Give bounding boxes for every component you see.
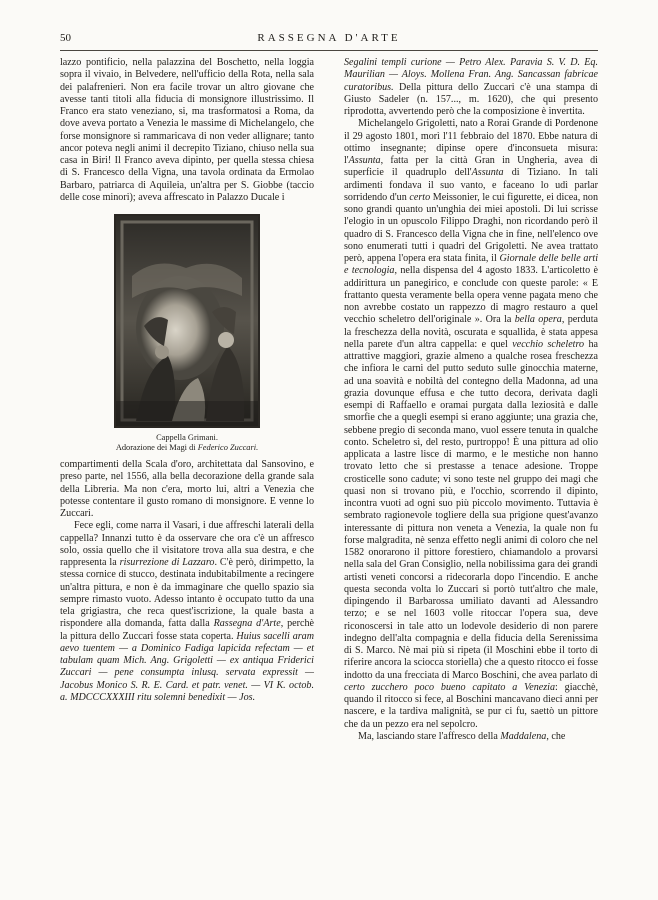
left-column — [60, 57, 314, 704]
left-paragraph-3: Fece egli, come narra il Vasari, i due affreschi laterali della cappella? Innanzi tutto è da osservare che ora c'è un affresco solo, ossia quello che il visitatore trova alla sua destra, e che rappresenta la risurrezione di Lazzaro. C'è però, dirimpetto, la stessa cornice di stucco, destinata indubitabilmente a recingere un'altra pittura, e non è da immaginare che quello spazio sia sempre rimasto vuoto. Adesso intanto è occupato tutto da una tela grigiastra, che reca quest'iscrizione, la quale basta a rispondere alla domanda, fatta dalla Rassegna d'Arte, perchè la pittura dello Zuccari fosse stata coperta. Huius sacelli aram aevo tuentem — a Dominico Fadiga lapicida refectam — et tabulam quam Mich. Ang. Grigoletti — ex antiqua Friderici Zuccari — pene consumpta inlusq. servata expressit — Jacobus Monico S. R. E. Card. et patr. venet. — VI K. octob. a. MDCCCXXXIII ritu solemni benedixit — Jos. — [60, 520, 315, 703]
right-paragraph-1: Segalini templi curione — Petro Alex. Paravia S. V. D. Eq. Maurilian — Aloys. Mollena Fran. Ang. Sancassan fabricae curatoribus. Della pittura dello Zuccari c'è una stampa di Giusto Sadeler (n. 157..., m. 1620), che qui presento riprodotta, avvertendo però che la composizione è invertita. — [344, 57, 598, 117]
painting-adoration-of-magi — [114, 214, 260, 428]
right-paragraph-2: Michelangelo Grigoletti, nato a Rorai Grande di Pordenone il 29 agosto 1801, morì l'11 febbraio del 1870. Ebbe natura di ottimo insegnante; dipinse opere d'inconsueta misura: l'Assunta, fatta per la città Gran in Ungheria, avea di superficie il quadruplo dell'Assunta di Tiziano. In tali ardimenti fondava il suo vanto, e faceano lo udì parlar sorridendo d'un certo Meissonier, le cui figurette, ei dicea, non sono grandi quanto un'unghia dei miei apostoli. Di lui scrisse l'elogio in un opuscolo Filippo Draghi, non ricordando però il quadro di S. Francesco della Vigna che in fine, nell'elenco ove sono enumerati tutti i quadri del Grigoletti. Ne avea trattato però, appena l'opera era stata finita, il Giornale delle belle arti e tecnologia, nella dispensa del 4 agosto 1833. L'articoletto è addirittura un panegirico, e conclude con queste parole: « E frattanto questa veramente bella opera venne pagata meno che non avrebbe costato un rappezzo di magro restauro a quel vecchio scheletro dell'originale ». Ora la bella opera, perduta la freschezza della novità, oscurata e squallida, è stata appesa nella parete d'un altra cappella: e quel vecchio scheletro ha attrattive maggiori, grazie almeno a qualche rosea freschezza che infiora le carni del putto seduto sulle ginocchia materne, ad una soavità e nobiltà del contegno della Madonna, ad una grazia dovunque effusa e che tutto decora, derivata dagli esempi di Raffaello e oramai purgata dalla leziosità e dalle smorfie che a quegli esempi si erano aggiunte; una grazia che, sebbene pregio di seconda mano, vuol essere tenuta in qualche conto. Scheletro sì, del resto, purtroppo! È una pittura ad olio applicata a lastre lisce di marmo, e le mestiche non hanno trovato letto che si prestasse a tenace adesione. Troppe crosticelle sono cadute; vi sono teste nel gruppo dei magi che quasi non si trovano più, e l'occhio, scorrendo il dipinto, incontra vuoti ad ogni suo più piccolo movimento. Tuttavia è sembrato ragionevole togliere della sua prigione quest'avanzo interessante di pittura non veneta a Venezia, la quale non fu forse malgradita, nè senza effetto negli animi di coloro che nel 1582 onorarono il pittore forestiero, chiamandolo a provarsi nella sala del Gran Consiglio, nella nobilissima gara dei grandi artisti veneti concorsi a ridecorarla dopo l'incendio. E anche questa seconda volta lo Zuccari si portò tutt'altro che male, dipingendo il Barbarossa umiliato davanti ad Alessandro terzo; e se nel 1603 volle ritoccar l'opera sua, deve riconoscersi in tale atto un lodevole desiderio di non parere indegno dell'alta compagnia e della fiducia della Serenissima di S. Marco. Nè mai più si ripeta (il Moschini ebbe il torto di riferire ancora la sciocca storiella) che a questo ritocco ei fosse indotto da una frecciata di Marco Boschini, che avea parlato di certo zucchero poco bueno capitato a Venezia: giacchè, quando il ritocco si fece, al Boschini mancavano dieci anni per nascere, e la tardiva malignità, se pur ci fu, saettò un pittore che da un pezzo era nel sepolcro. — [344, 118, 599, 730]
figure — [114, 214, 260, 453]
page-number: 50 — [60, 32, 71, 44]
left-paragraph-2: compartimenti della Scala d'oro, architettata dal Sansovino, e preso parte, nel 1556, alla bella decorazione della grande sala della Libreria. Ma non c'era, morto lui, altri a Venezia che potesse contentare il gusto romano di monsignore. E venne lo Zuccari. — [60, 459, 314, 519]
painting-image — [116, 216, 258, 426]
running-title: RASSEGNA D'ARTE — [257, 32, 401, 44]
page-header — [60, 32, 598, 48]
right-column — [344, 57, 598, 743]
caption-line-2: Adorazione dei Magi di Federico Zuccari. — [115, 443, 259, 452]
figure-caption — [114, 433, 260, 453]
right-paragraph-3: Ma, lasciando stare l'affresco della Maddalena, che — [358, 730, 566, 742]
caption-line-1: Cappella Grimani. — [156, 433, 218, 442]
left-paragraph-1: lazzo pontificio, nella palazzina del Boschetto, nella loggia sopra il vivaio, in Belvedere, nell'ufficio della Rota, nella sala dei palafrenieri. Non era facile trovar un altro giovane che avesse tanti titoli alla fiducia di monsignore illustrissimo. Il Franco era stato veneziano, si, ma trasformatosi a Roma, da dove aveva portato a Venezia le massime di Michelangelo, che forse monsignore si rammaricava di non veder allignare; tanto ancor poteva negli animi il decrepito Tiziano, chiuso nella sua casa in Biri! Il Franco aveva dipinto, per quella stessa chiesa di S. Francesco della Vigna, una tavola ordinata da Ermolao Barbaro, patriarca di Aquileia, un'altra per S. Giobbe (taccio delle cose minori); aveva affrescato in Palazzo Ducale i — [60, 57, 314, 203]
header-rule — [60, 50, 598, 51]
